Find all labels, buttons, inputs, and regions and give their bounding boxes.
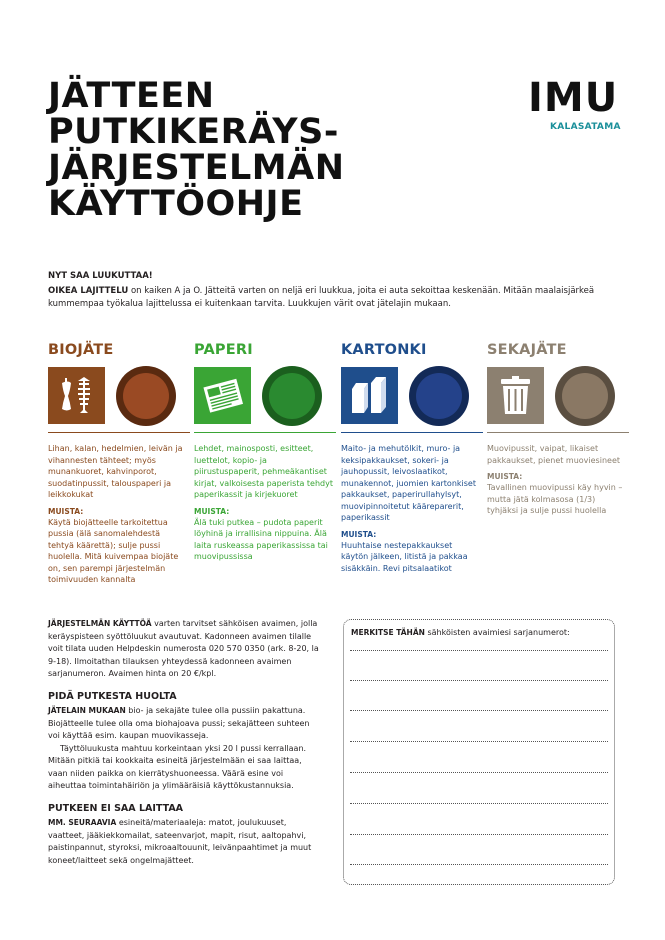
intro-paragraph [48,285,618,311]
muista-text: Käytä biojätteelle tarkoitettua pussia (älä sanomalehdestä tehtyä käärettä); sulje pussi huolella. Mitä kuivempaa biojäte on, sen parempi järjestelmän toimivuuden kannalta [48,517,179,584]
category-biojate [48,342,183,586]
intro-section [48,270,618,311]
category-text: Lehdet, mainosposti, esitteet, luettelot, kopio- ja piirustuspaperit, pehmeäkantiset kirjat, valkoisesta paperista tehdyt paperikassit ja kirjekuoret [194,444,333,499]
intro-text: on kaiken A ja O. Jätteitä varten on neljä eri luukkua, joita ei auta sekoittaa keskenään. Mitään maalaisjärkeä kummempaa työkalua lajittelussa ei kuitenkaan tarvita. Luukkujen värit ovat jätelajin mukaan. [48,286,595,309]
category-paperi [194,342,333,563]
forbidden-paragraph [48,817,320,867]
hatch-inner [123,373,169,419]
muista-text: Tavallinen muovipussi käy hyvin – mutta jätä kolmasosa (1/3) tyhjäksi ja sulje pussi huolella [487,483,623,515]
biojate-hatch [116,366,176,426]
instructions-section [48,618,320,867]
serial-line[interactable] [350,650,608,651]
forbidden-text: esineitä/materiaaleja: matot, joulukuuset, vaatteet, jääkiekkomailat, sateenvarjot, mapit, risut, aaltopahvi, paistinpannut, styroksi, mikroaaltouunit, leivänpaahtimet ja muut koneet/laitteet sekä ongelmajätteet. [48,818,312,865]
category-icons [194,367,324,437]
hatch-inner [562,373,608,419]
category-text: Maito- ja mehutölkit, muro- ja keksipakkaukset, sokeri- ja jauhopussit, leivoslaatikot, munakennot, juomien kartonkiset pakkaukset, paperirullahylsyt, muovipinnoitetut kääreparerit, paperikassit [341,444,476,522]
title-line: JÄRJESTELMÄN [48,148,345,188]
divider [341,432,483,433]
serial-line[interactable] [350,710,608,711]
paperi-hatch [262,366,322,426]
category-icons [48,367,178,437]
newspaper-icon [194,367,251,424]
category-title: BIOJÄTE [48,342,114,358]
milk-carton-icon [341,367,398,424]
forbidden-heading: PUTKEEN EI SAA LAITTAA [48,802,184,814]
kartonki-hatch [409,366,469,426]
serial-line[interactable] [350,834,608,835]
serial-number-box [343,619,615,885]
page-title [48,78,345,222]
title-line: KÄYTTÖOHJE [48,184,304,224]
category-text: Muovipussit, vaipat, likaiset pakkaukset, pienet muoviesineet [487,444,620,465]
trash-bin-icon [487,367,544,424]
keep-clean-paragraph-2: Täyttöluukusta mahtuu korkeintaan yksi 20 l pussi kerrallaan. Mitään pitkiä tai kookkaita esineitä järjestelmään ei saa laittaa, vaan niiden paikka on kierrätyshuoneessa. Väärä esine voi aiheuttaa toimintahäiriön ja ylimääräisiä käyttökustannuksia. [48,743,307,790]
sekajate-hatch [555,366,615,426]
title-line: PUTKIKERÄYS- [48,112,339,152]
keep-clean-heading: PIDÄ PUTKESTA HUOLTA [48,690,177,702]
keep-clean-text: bio- ja sekajäte tulee olla pussiin pakattuna. Biojätteelle tulee olla oma biohajoava pussi; sekajätteen suhteen voi käyttää esim. kaupan muovikasseja. [48,706,310,740]
system-use-text: varten tarvitset sähköisen avaimen, jolla keräyspisteen syöttöluukut avautuvat. Kadonneen avaimen tilalle voit tilata uuden Helpdeskin numerosta 020 570 0350 (ark. 8-20, la 9-18). Ilmoitathan tilauksen yhteydessä kadonneen avaimen sarjanumeron. Avaimen hinta on 20 €/kpl. [48,619,319,678]
intro-lead: OIKEA LAJITTELU [48,286,129,296]
category-title: KARTONKI [341,342,427,358]
serial-box-lead: MERKITSE TÄHÄN [351,628,425,637]
muista-text: Älä tuki putkea – pudota paperit löyhinä ja irrallisina nippuina. Älä laita ruskeassa paperikassissa tai muovipussissa [194,517,328,561]
system-use-lead: JÄRJESTELMÄN KÄYTTÖÄ [48,619,152,628]
category-sekajate [487,342,623,517]
title-line: JÄTTEEN [48,76,215,116]
muista-label: MUISTA: [341,529,377,539]
divider [487,432,629,433]
forbidden-lead: MM. SEURAAVIA [48,818,117,827]
serial-line[interactable] [350,741,608,742]
muista-label: MUISTA: [48,506,84,516]
logo-text: IMU [528,75,619,121]
apple-core-fish-bone-icon [48,367,105,424]
system-use-paragraph [48,618,320,681]
serial-line[interactable] [350,864,608,865]
divider [194,432,336,433]
category-icons [487,367,617,437]
serial-line[interactable] [350,803,608,804]
category-title: SEKAJÄTE [487,342,567,358]
muista-label: MUISTA: [487,472,523,481]
intro-heading: NYT SAA LUUKUTTAA! [48,271,153,281]
logo-subtitle: KALASATAMA [550,122,621,132]
hatch-inner [416,373,462,419]
serial-box-label [351,628,570,637]
muista-label: MUISTA: [194,506,230,516]
keep-clean-lead: JÄTELAIN MUKAAN [48,706,126,715]
divider [48,432,190,433]
keep-clean-paragraph [48,705,320,743]
muista-text: Huuhtaise nestepakkaukset käytön jälkeen, litistä ja pakkaa sisäkkäin. Revi pitsalaatikot [341,540,468,573]
serial-line[interactable] [350,680,608,681]
serial-box-text: sähköisten avaimiesi sarjanumerot: [424,628,570,637]
category-kartonki [341,342,476,574]
imu-logo [528,75,628,132]
hatch-inner [269,373,315,419]
category-text: Lihan, kalan, hedelmien, leivän ja vihannesten tähteet; myös munankuoret, kahvinporot, suodatinpussit, talouspaperi ja leikkokukat [48,444,183,499]
category-icons [341,367,471,437]
category-title: PAPERI [194,342,253,358]
serial-line[interactable] [350,772,608,773]
